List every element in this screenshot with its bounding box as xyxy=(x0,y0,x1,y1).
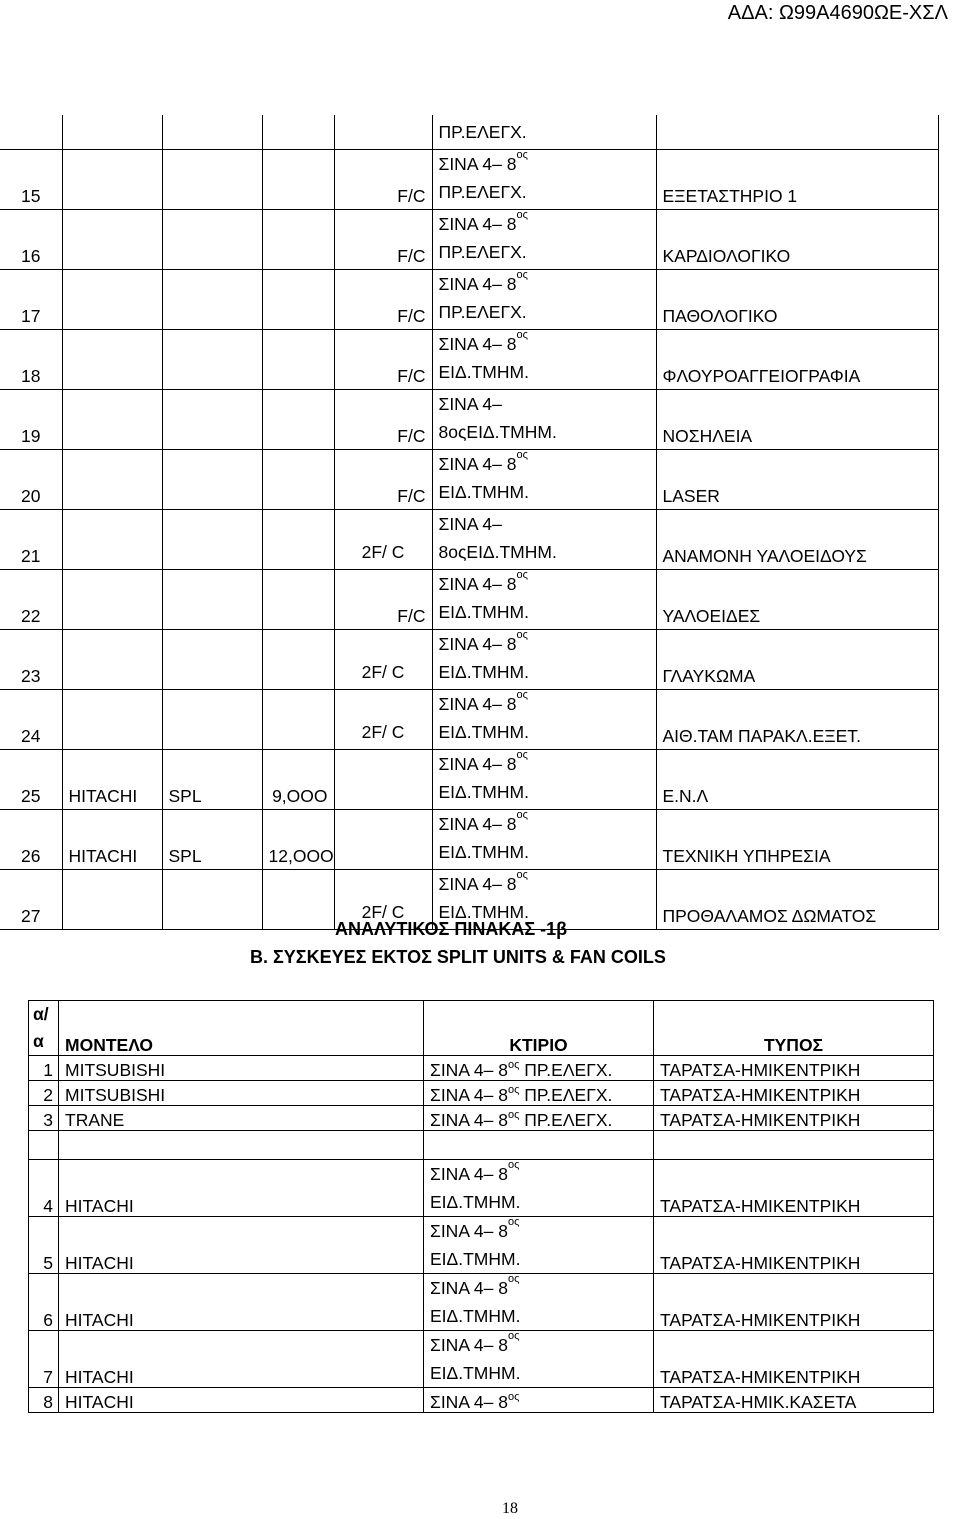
location-cell xyxy=(432,810,656,870)
type-cell: ΤΑΡΑΤΣΑ-ΗΜΙΚΕΝΤΡΙΚΗ xyxy=(654,1160,934,1217)
location-name: ΣΙΝΑ 4– xyxy=(438,394,502,414)
location-floor-suffix: ος xyxy=(516,629,528,641)
section-title: ΑΝΑΛΥΤΙΚΟΣ ΠΙΝΑΚΑΣ -1β xyxy=(335,919,568,939)
location-dept: 8οςΕΙΔ.ΤΜΗΜ. xyxy=(438,422,557,442)
row-number: 26 xyxy=(0,810,62,870)
location-cell xyxy=(432,450,656,510)
building-floor-suffix: ος xyxy=(507,1216,520,1228)
power-cell xyxy=(262,390,334,450)
row-number: 16 xyxy=(0,210,62,270)
unit-cell: F/C xyxy=(334,450,432,510)
location-cell xyxy=(432,690,656,750)
building-name: ΣΙΝΑ 4– 8 xyxy=(430,1392,508,1412)
unit-cell: F/C xyxy=(334,150,432,210)
section-subtitle: Β. ΣΥΣΚΕΥΕΣ ΕΚΤΟΣ SPLIT UNITS & FAN COILS xyxy=(250,947,666,967)
row-number: 23 xyxy=(0,630,62,690)
table-row xyxy=(29,1388,934,1413)
location-floor-suffix: ος xyxy=(516,449,528,461)
room-cell: ΓΛΑΥΚΩΜΑ xyxy=(656,630,938,690)
power-cell xyxy=(262,570,334,630)
model-cell: HITACHI xyxy=(62,750,162,810)
empty-cell xyxy=(654,1131,934,1160)
building-name: ΣΙΝΑ 4– 8 xyxy=(430,1110,508,1130)
building-floor-suffix: ος xyxy=(507,1273,520,1285)
model-cell: MITSUBISHI xyxy=(59,1056,424,1081)
devices-table-1a xyxy=(0,115,939,930)
type-cell xyxy=(162,870,262,930)
building-dept: ΕΙΔ.ΤΜΗΜ. xyxy=(430,1249,521,1269)
row-number: 18 xyxy=(0,330,62,390)
row-number: 20 xyxy=(0,450,62,510)
table-row xyxy=(0,270,938,330)
row-number: 22 xyxy=(0,570,62,630)
table-row xyxy=(0,630,938,690)
unit-cell xyxy=(334,750,432,810)
table-row xyxy=(0,570,938,630)
building-cell xyxy=(424,1274,654,1331)
table-header-row xyxy=(29,1001,934,1056)
table-row xyxy=(0,510,938,570)
type-cell: ΤΑΡΑΤΣΑ-ΗΜΙΚΕΝΤΡΙΚΗ xyxy=(654,1106,934,1131)
row-number: 3 xyxy=(29,1106,59,1131)
type-cell xyxy=(162,630,262,690)
row-number: 2 xyxy=(29,1081,59,1106)
empty-cell xyxy=(29,1131,59,1160)
location-name: ΣΙΝΑ 4– 8 xyxy=(438,754,517,774)
power-cell: 9,OOO xyxy=(262,750,334,810)
power-cell xyxy=(262,270,334,330)
table-row xyxy=(0,810,938,870)
model-cell: HITACHI xyxy=(59,1217,424,1274)
table-row xyxy=(29,1160,934,1217)
location-dept: ΠΡ.ΕΛΕΓΧ. xyxy=(438,182,527,202)
type-cell xyxy=(162,690,262,750)
building-name: ΣΙΝΑ 4– 8 xyxy=(430,1278,508,1298)
location-dept: ΕΙΔ.ΤΜΗΜ. xyxy=(438,722,529,742)
row-number: 27 xyxy=(0,870,62,930)
model-cell xyxy=(62,690,162,750)
row-number: 19 xyxy=(0,390,62,450)
empty-cell xyxy=(424,1131,654,1160)
row-number: 21 xyxy=(0,510,62,570)
building-dept: ΕΙΔ.ΤΜΗΜ. xyxy=(430,1192,521,1212)
model-cell xyxy=(62,330,162,390)
model-cell xyxy=(62,870,162,930)
row-number: 15 xyxy=(0,150,62,210)
table-row xyxy=(0,115,938,150)
model-cell: TRANE xyxy=(59,1106,424,1131)
location-floor-suffix: ος xyxy=(516,149,528,161)
building-cell xyxy=(424,1331,654,1388)
location-cell xyxy=(432,210,656,270)
type-cell xyxy=(162,510,262,570)
table-row xyxy=(29,1274,934,1331)
type-cell: ΤΑΡΑΤΣΑ-ΗΜΙΚ.ΚΑΣΕΤΑ xyxy=(654,1388,934,1413)
location-name: ΣΙΝΑ 4– 8 xyxy=(438,694,517,714)
unit-cell: 2F/ C xyxy=(334,870,432,930)
model-cell xyxy=(62,510,162,570)
building-cell xyxy=(424,1388,654,1413)
model-cell xyxy=(62,270,162,330)
row-number: 4 xyxy=(29,1160,59,1217)
location-floor-suffix: ος xyxy=(516,809,528,821)
type-cell: SPL xyxy=(162,810,262,870)
building-name: ΣΙΝΑ 4– 8 xyxy=(430,1335,508,1355)
header-type: ΤΥΠΟΣ xyxy=(654,1001,934,1056)
unit-cell xyxy=(334,810,432,870)
location-dept: ΕΙΔ.ΤΜΗΜ. xyxy=(438,842,529,862)
document-code: ΑΔΑ: Ω99Α4690ΩΕ-ΧΣΛ xyxy=(727,2,948,24)
power-cell xyxy=(262,330,334,390)
location-dept: ΕΙΔ.ΤΜΗΜ. xyxy=(438,902,529,922)
type-cell: ΤΑΡΑΤΣΑ-ΗΜΙΚΕΝΤΡΙΚΗ xyxy=(654,1331,934,1388)
room-cell: ΕΞΕΤΑΣΤΗΡΙΟ 1 xyxy=(656,150,938,210)
location-dept: 8οςΕΙΔ.ΤΜΗΜ. xyxy=(438,542,557,562)
power-cell xyxy=(262,210,334,270)
room-cell: Ε.Ν.Λ xyxy=(656,750,938,810)
location-cell xyxy=(432,330,656,390)
building-floor-suffix: ος xyxy=(507,1391,520,1403)
building-floor-suffix: ος xyxy=(507,1084,520,1096)
unit-cell: 2F/ C xyxy=(334,690,432,750)
header-building: ΚΤΙΡΙΟ xyxy=(424,1001,654,1056)
model-cell: HITACHI xyxy=(59,1160,424,1217)
building-dept: ΠΡ.ΕΛΕΓΧ. xyxy=(519,1085,613,1105)
row-number: 17 xyxy=(0,270,62,330)
power-cell xyxy=(262,690,334,750)
location-cell xyxy=(432,570,656,630)
unit-cell: F/C xyxy=(334,330,432,390)
table-row xyxy=(29,1217,934,1274)
row-number: 5 xyxy=(29,1217,59,1274)
building-cell xyxy=(424,1217,654,1274)
unit-cell: F/C xyxy=(334,570,432,630)
building-dept: ΠΡ.ΕΛΕΓΧ. xyxy=(519,1060,613,1080)
location-floor-suffix: ος xyxy=(516,209,528,221)
model-cell xyxy=(62,570,162,630)
model-cell: HITACHI xyxy=(62,810,162,870)
location-floor-suffix: ος xyxy=(516,869,528,881)
table-row-blank xyxy=(29,1131,934,1160)
building-cell xyxy=(424,1160,654,1217)
location-dept: ΕΙΔ.ΤΜΗΜ. xyxy=(438,782,529,802)
building-dept: ΕΙΔ.ΤΜΗΜ. xyxy=(430,1363,521,1383)
room-cell: ΑΝΑΜΟΝΗ ΥΑΛΟΕΙΔΟΥΣ xyxy=(656,510,938,570)
table-row xyxy=(0,690,938,750)
location-cell: ΠΡ.ΕΛΕΓΧ. xyxy=(432,115,656,150)
table-row xyxy=(0,390,938,450)
table-row xyxy=(29,1331,934,1388)
table-row xyxy=(0,750,938,810)
location-dept: ΕΙΔ.ΤΜΗΜ. xyxy=(438,602,529,622)
model-cell: HITACHI xyxy=(59,1388,424,1413)
location-cell xyxy=(432,270,656,330)
location-dept: ΕΙΔ.ΤΜΗΜ. xyxy=(438,362,529,382)
unit-cell: 2F/ C xyxy=(334,630,432,690)
location-name: ΣΙΝΑ 4– 8 xyxy=(438,214,517,234)
location-name: ΣΙΝΑ 4– 8 xyxy=(438,274,517,294)
row-number: 6 xyxy=(29,1274,59,1331)
unit-cell: F/C xyxy=(334,390,432,450)
model-cell xyxy=(62,630,162,690)
power-cell xyxy=(262,630,334,690)
unit-cell: F/C xyxy=(334,210,432,270)
row-number: 24 xyxy=(0,690,62,750)
building-name: ΣΙΝΑ 4– 8 xyxy=(430,1060,508,1080)
location-floor-suffix: ος xyxy=(516,269,528,281)
room-cell: ΠΑΘΟΛΟΓΙΚΟ xyxy=(656,270,938,330)
model-cell xyxy=(62,210,162,270)
building-dept: ΠΡ.ΕΛΕΓΧ. xyxy=(519,1110,613,1130)
room-cell: ΦΛΟΥΡΟΑΓΓΕΙΟΓΡΑΦΙΑ xyxy=(656,330,938,390)
room-cell: ΠΡΟΘΑΛΑΜΟΣ ΔΩΜΑΤΟΣ xyxy=(656,870,938,930)
row-number: 25 xyxy=(0,750,62,810)
location-name: ΣΙΝΑ 4– xyxy=(438,514,502,534)
model-cell: HITACHI xyxy=(59,1331,424,1388)
location-name: ΣΙΝΑ 4– 8 xyxy=(438,334,517,354)
type-cell xyxy=(162,330,262,390)
type-cell: ΤΑΡΑΤΣΑ-ΗΜΙΚΕΝΤΡΙΚΗ xyxy=(654,1081,934,1106)
power-cell xyxy=(262,450,334,510)
type-cell xyxy=(162,390,262,450)
location-floor-suffix: ος xyxy=(516,569,528,581)
building-cell xyxy=(424,1056,654,1081)
building-cell xyxy=(424,1106,654,1131)
type-cell xyxy=(162,210,262,270)
room-cell: ΝΟΣΗΛΕΙΑ xyxy=(656,390,938,450)
section-heading xyxy=(250,915,666,971)
location-floor-suffix: ος xyxy=(516,749,528,761)
building-floor-suffix: ος xyxy=(507,1159,520,1171)
unit-cell: 2F/ C xyxy=(334,510,432,570)
type-cell xyxy=(162,150,262,210)
location-cell xyxy=(432,510,656,570)
model-cell xyxy=(62,150,162,210)
table-row xyxy=(0,210,938,270)
building-name: ΣΙΝΑ 4– 8 xyxy=(430,1085,508,1105)
header-model: ΜΟΝΤΕΛΟ xyxy=(59,1001,424,1056)
location-dept: ΠΡ.ΕΛΕΓΧ. xyxy=(438,242,527,262)
type-cell: ΤΑΡΑΤΣΑ-ΗΜΙΚΕΝΤΡΙΚΗ xyxy=(654,1056,934,1081)
table-row xyxy=(29,1106,934,1131)
location-name: ΣΙΝΑ 4– 8 xyxy=(438,814,517,834)
location-name: ΣΙΝΑ 4– 8 xyxy=(438,634,517,654)
type-cell xyxy=(162,450,262,510)
type-cell: SPL xyxy=(162,750,262,810)
model-cell: HITACHI xyxy=(59,1274,424,1331)
model-cell xyxy=(62,390,162,450)
location-cell xyxy=(432,390,656,450)
type-cell: ΤΑΡΑΤΣΑ-ΗΜΙΚΕΝΤΡΙΚΗ xyxy=(654,1217,934,1274)
location-cell xyxy=(432,630,656,690)
location-name: ΣΙΝΑ 4– 8 xyxy=(438,154,517,174)
location-cell xyxy=(432,750,656,810)
type-cell xyxy=(162,570,262,630)
table-row xyxy=(29,1056,934,1081)
empty-cell xyxy=(59,1131,424,1160)
type-cell xyxy=(162,270,262,330)
location-name: ΣΙΝΑ 4– 8 xyxy=(438,454,517,474)
room-cell: ΚΑΡΔΙΟΛΟΓΙΚΟ xyxy=(656,210,938,270)
devices-table-1b xyxy=(28,1000,934,1413)
room-cell: LASER xyxy=(656,450,938,510)
building-cell xyxy=(424,1081,654,1106)
power-cell: 12,OOO xyxy=(262,810,334,870)
location-dept: ΕΙΔ.ΤΜΗΜ. xyxy=(438,482,529,502)
location-floor-suffix: ος xyxy=(516,329,528,341)
row-number: 8 xyxy=(29,1388,59,1413)
row-number: 1 xyxy=(29,1056,59,1081)
room-cell: ΑΙΘ.ΤΑΜ ΠΑΡΑΚΛ.ΕΞΕΤ. xyxy=(656,690,938,750)
location-name: ΣΙΝΑ 4– 8 xyxy=(438,574,517,594)
building-floor-suffix: ος xyxy=(507,1330,520,1342)
table-row xyxy=(0,330,938,390)
table-row xyxy=(29,1081,934,1106)
page-number: 18 xyxy=(502,1500,518,1517)
table-row xyxy=(0,450,938,510)
power-cell xyxy=(262,150,334,210)
building-name: ΣΙΝΑ 4– 8 xyxy=(430,1164,508,1184)
table-row xyxy=(0,150,938,210)
room-cell: ΥΑΛΟΕΙΔΕΣ xyxy=(656,570,938,630)
room-cell: ΤΕΧΝΙΚΗ ΥΠΗΡΕΣΙΑ xyxy=(656,810,938,870)
building-floor-suffix: ος xyxy=(507,1059,520,1071)
unit-cell: F/C xyxy=(334,270,432,330)
location-dept: ΕΙΔ.ΤΜΗΜ. xyxy=(438,662,529,682)
model-cell xyxy=(62,450,162,510)
row-number: 7 xyxy=(29,1331,59,1388)
power-cell xyxy=(262,510,334,570)
location-cell xyxy=(432,150,656,210)
location-floor-suffix: ος xyxy=(516,689,528,701)
building-name: ΣΙΝΑ 4– 8 xyxy=(430,1221,508,1241)
building-dept: ΕΙΔ.ΤΜΗΜ. xyxy=(430,1306,521,1326)
location-dept: ΠΡ.ΕΛΕΓΧ. xyxy=(438,302,527,322)
location-name: ΣΙΝΑ 4– 8 xyxy=(438,874,517,894)
building-floor-suffix: ος xyxy=(507,1109,520,1121)
header-aa: α/ α xyxy=(29,1001,59,1056)
model-cell: MITSUBISHI xyxy=(59,1081,424,1106)
type-cell: ΤΑΡΑΤΣΑ-ΗΜΙΚΕΝΤΡΙΚΗ xyxy=(654,1274,934,1331)
